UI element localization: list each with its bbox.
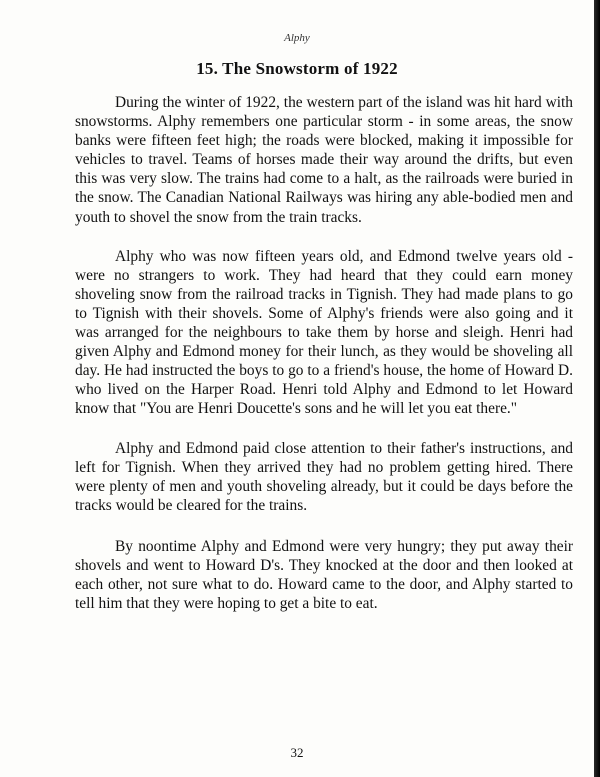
running-header: Alphy: [284, 32, 310, 44]
paragraph-2: Alphy who was now fifteen years old, and Edmond twelve years old - were no strangers to work. They had heard that they could earn money shoveling snow from the railroad tracks in Tignish. They had made plans to go to Tignish with their shovels. Some of Alphy's friends were also going and it was arranged for the neighbours to take them by horse and sleigh. Henri had given Alphy and Edmond money for their lunch, as they would be shoveling all day. He had instructed the boys to go to a friend's house, the home of Howard D. who lived on the Harper Road. Henri told Alphy and Edmond to let Howard know that "You are Henri Doucette's sons and he will let you eat there.": [75, 247, 573, 418]
chapter-body: [75, 93, 573, 633]
paragraph-3: Alphy and Edmond paid close attention to their father's instructions, and left for Tignish. When they arrived they had no problem getting hired. There were plenty of men and youth shoveling already, but it could be days before the tracks would be cleared for the trains.: [75, 439, 573, 514]
page-number: 32: [290, 745, 304, 760]
chapter-title: 15. The Snowstorm of 1922: [196, 59, 398, 78]
paragraph-4: By noontime Alphy and Edmond were very hungry; they put away their shovels and went to Howard D's. They knocked at the door and then looked at each other, not sure what to do. Howard came to the door, and Alphy started to tell him that they were hoping to get a bite to eat.: [75, 537, 573, 613]
paragraph-1: During the winter of 1922, the western part of the island was hit hard with snowstorms. Alphy remembers one particular storm - in some areas, the snow banks were fifteen feet high; the roads were blocked, making it impossible for vehicles to travel. Teams of horses made their way around the drifts, but even this was very slow. The trains had come to a halt, as the railroads were buried in the snow. The Canadian National Railways was hiring any able-bodied men and youth to shovel the snow from the train tracks.: [75, 94, 573, 226]
page-edge-shadow: [594, 0, 600, 777]
